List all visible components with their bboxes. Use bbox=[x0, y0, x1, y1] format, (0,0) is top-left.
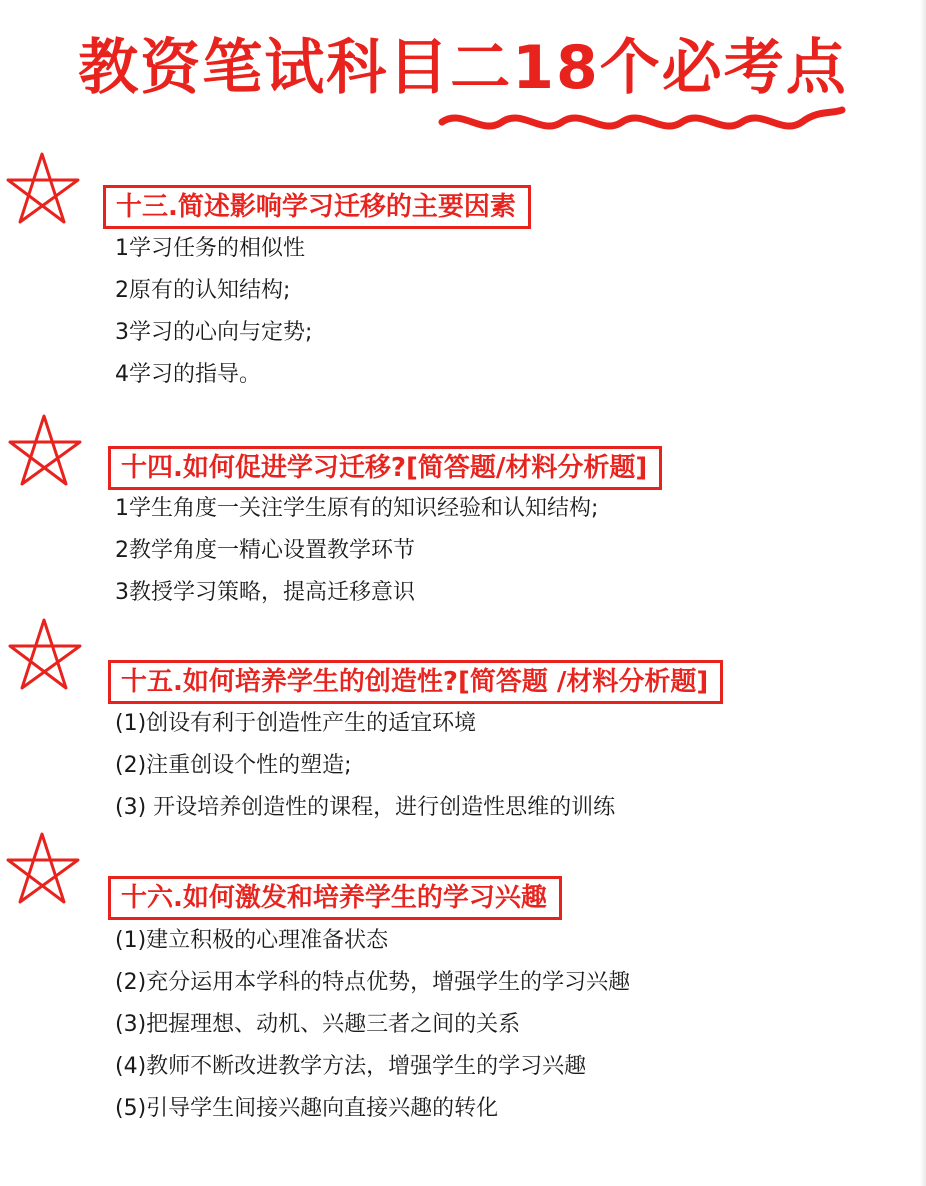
list-item: 3学习的心向与定势; bbox=[115, 320, 313, 345]
section-list-15 bbox=[115, 703, 615, 829]
list-item: (2)充分运用本学科的特点优势，增强学生的学习兴趣 bbox=[115, 970, 631, 995]
section-list-16 bbox=[115, 920, 630, 1130]
star-icon bbox=[4, 616, 84, 696]
list-item: (4)教师不断改进教学方法，增强学生的学习兴趣 bbox=[115, 1054, 587, 1079]
section-heading-15: 十五.如何培养学生的创造性?[简答题 /材料分析题] bbox=[108, 660, 723, 704]
star-icon bbox=[4, 412, 84, 492]
list-item: 2原有的认知结构; bbox=[115, 278, 291, 303]
list-item: (1)创设有利于创造性产生的适宜环境 bbox=[115, 711, 477, 736]
list-item: 4学习的指导。 bbox=[115, 362, 261, 387]
star-icon bbox=[2, 830, 82, 910]
page-edge-shadow bbox=[920, 0, 926, 1186]
section-list-14 bbox=[115, 488, 598, 614]
list-item: (5)引导学生间接兴趣向直接兴趣的转化 bbox=[115, 1096, 499, 1121]
list-item: (3) 开设培养创造性的课程，进行创造性思维的训练 bbox=[115, 795, 616, 820]
list-item: 1学生角度一关注学生原有的知识经验和认知结构; bbox=[115, 496, 599, 521]
section-heading-13: 十三.简述影响学习迁移的主要因素 bbox=[103, 185, 531, 229]
list-item: (2)注重创设个性的塑造; bbox=[115, 753, 352, 778]
list-item: (1)建立积极的心理准备状态 bbox=[115, 928, 389, 953]
section-list-13 bbox=[115, 228, 312, 396]
list-item: 2教学角度一精心设置教学环节 bbox=[115, 538, 415, 563]
list-item: (3)把握理想、动机、兴趣三者之间的关系 bbox=[115, 1012, 521, 1037]
list-item: 3教授学习策略，提高迁移意识 bbox=[115, 580, 415, 605]
page-title: 教资笔试科目二18个必考点 bbox=[78, 33, 848, 103]
section-heading-16: 十六.如何激发和培养学生的学习兴趣 bbox=[108, 876, 562, 920]
section-heading-14: 十四.如何促进学习迁移?[简答题/材料分析题] bbox=[108, 446, 662, 490]
star-icon bbox=[2, 150, 82, 230]
wavy-underline-decoration bbox=[436, 104, 848, 140]
list-item: 1学习任务的相似性 bbox=[115, 236, 305, 261]
